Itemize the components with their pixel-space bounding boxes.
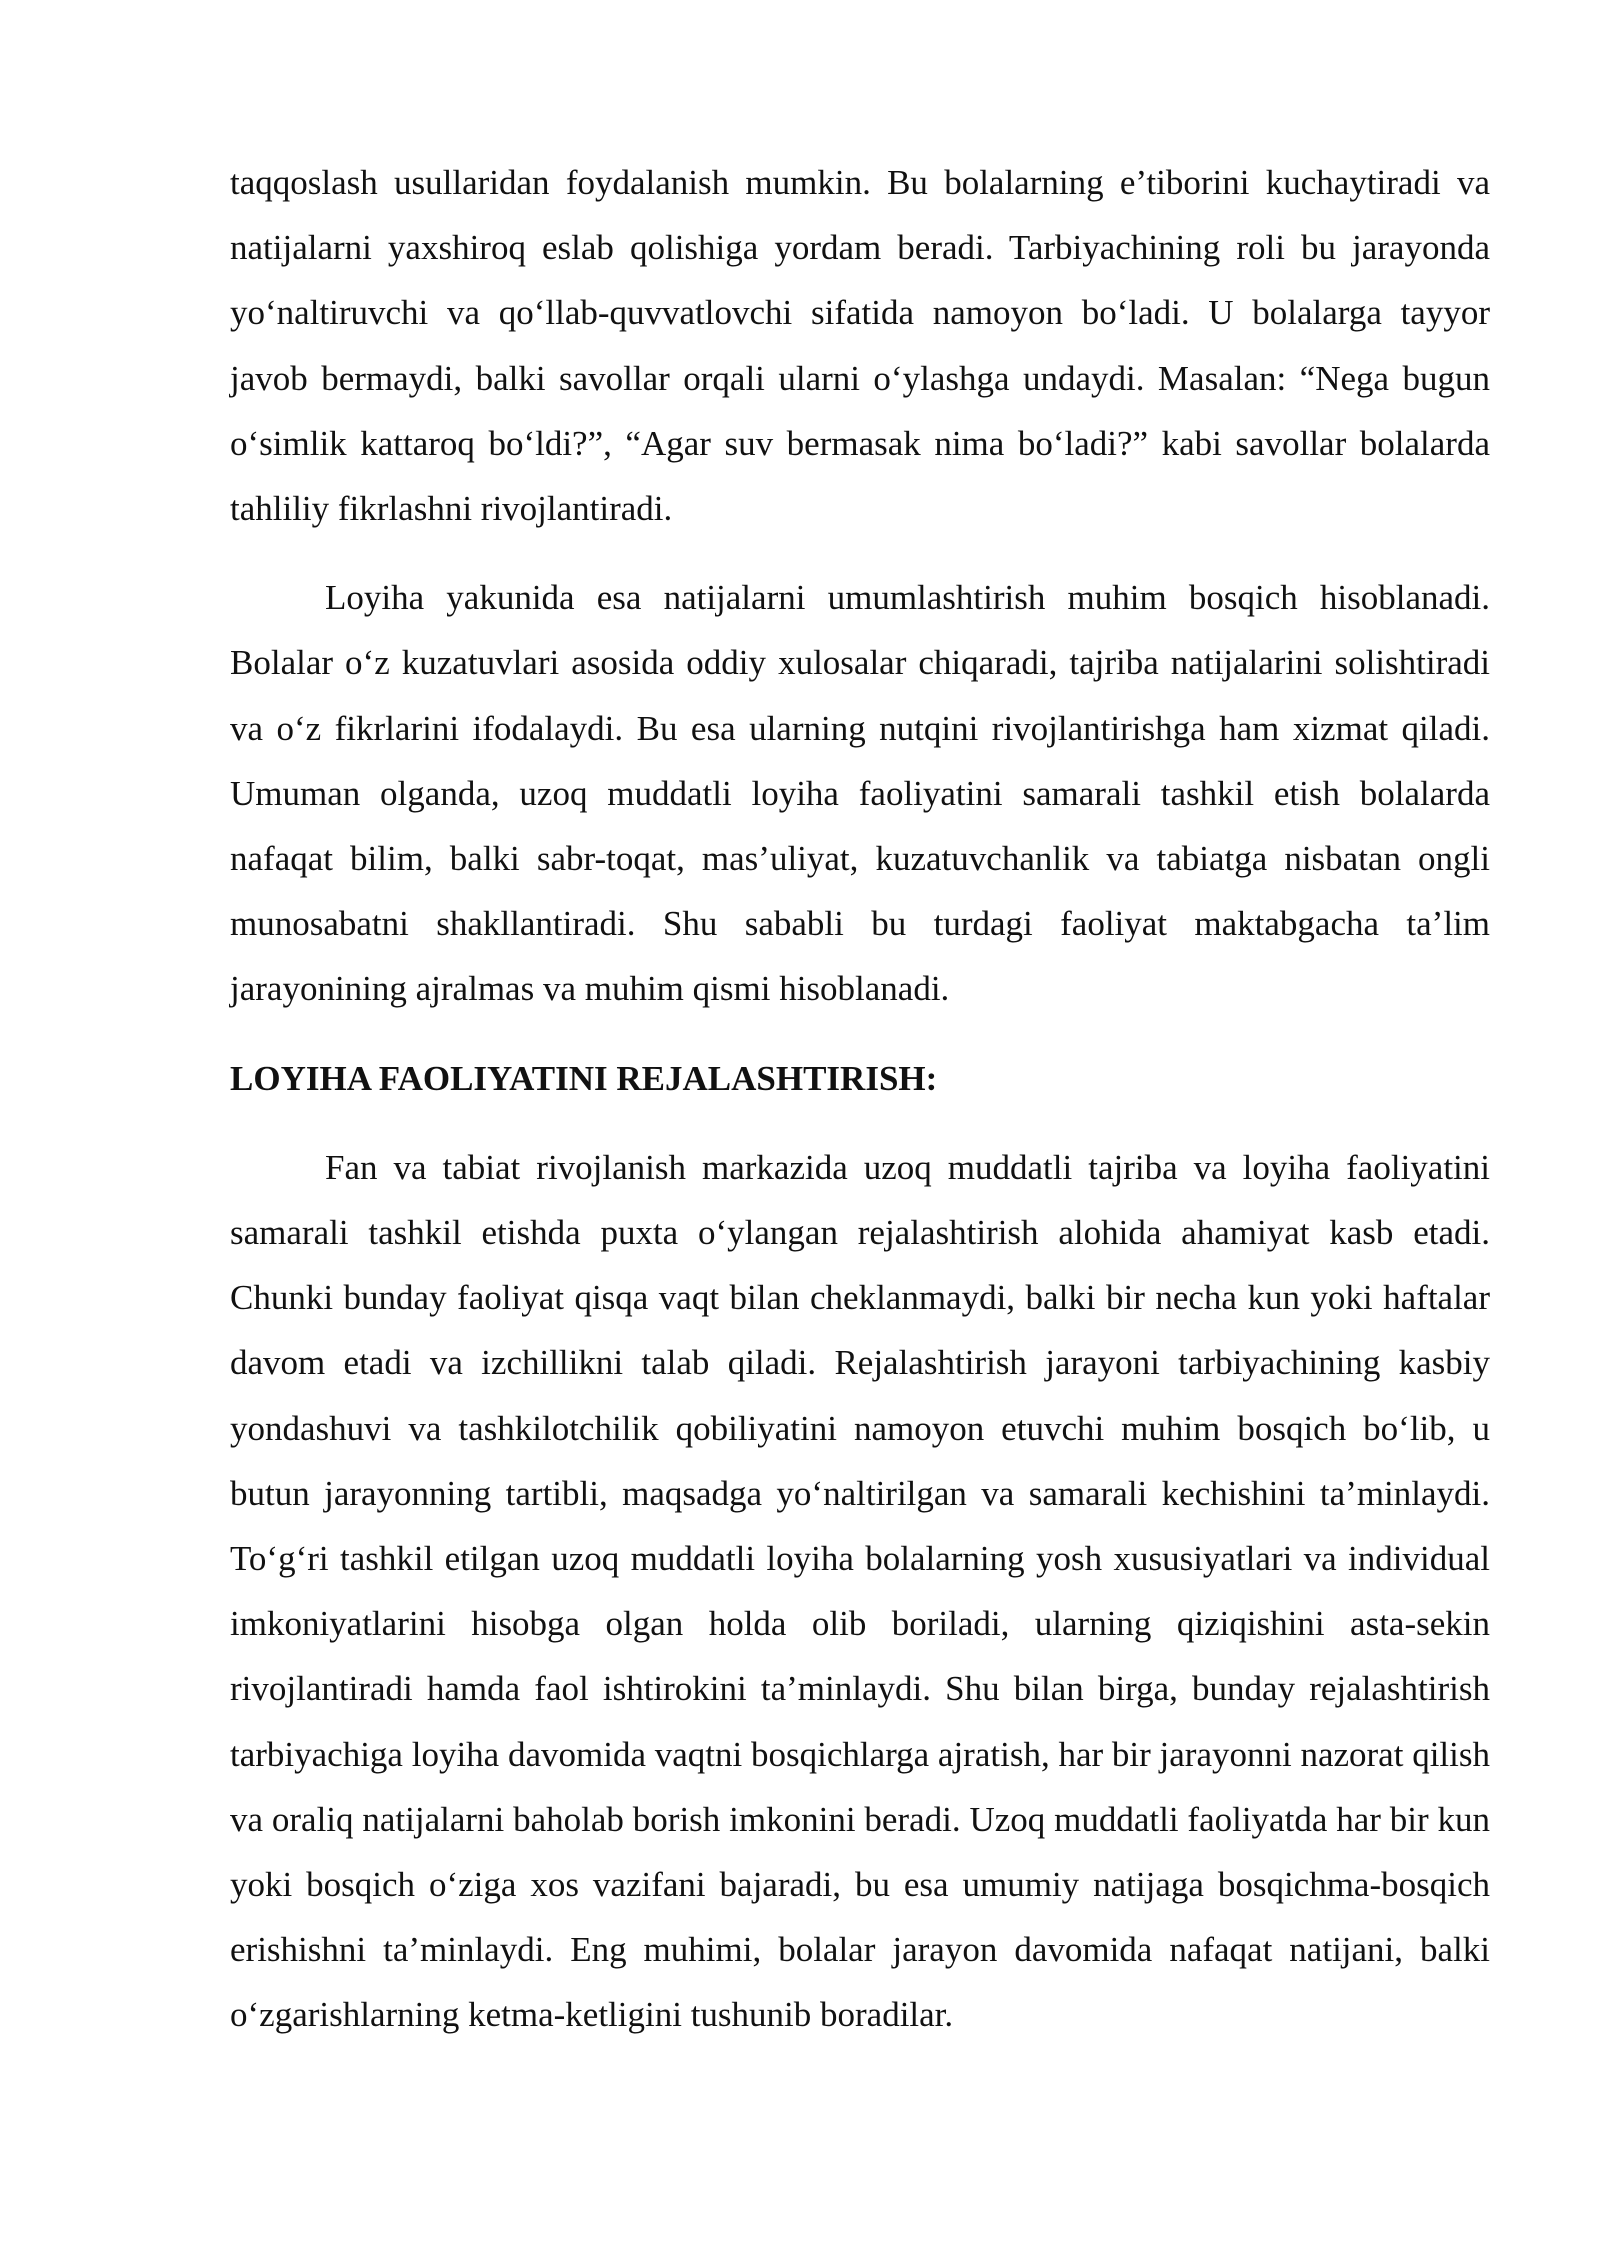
paragraph-continuation: taqqoslash usullaridan foydalanish mumkin. Bu bolalarning e’tiborini kuchaytiradi va natijalarni yaxshiroq eslab qolishiga yordam beradi. Tarbiyachining roli bu jarayonda yo‘naltiruvchi va qo‘llab-quvvatlovchi sifatida namoyon bo‘ladi. U bolalarga tayyor javob bermaydi, balki savollar orqali ularni o‘ylashga undaydi. Masalan: “Nega bugun o‘simlik kattaroq bo‘ldi?”, “Agar suv bermasak nima bo‘ladi?” kabi savollar bolalarda tahliliy fikrlashni rivojlantiradi. <box>230 163 1490 529</box>
paragraph-planning: Fan va tabiat rivojlanish markazida uzoq muddatli tajriba va loyiha faoliyatini samarali tashkil etishda puxta o‘ylangan rejalashtirish alohida ahamiyat kasb etadi. Chunki bunday faoliyat qisqa vaqt bilan cheklanmaydi, balki bir necha kun yoki haftalar davom etadi va izchillikni talab qiladi. Rejalashtirish jarayoni tarbiyachining kasbiy yondashuvi va tashkilotchilik qobiliyatini namoyon etuvchi muhim bosqich bo‘lib, u butun jarayonning tartibli, maqsadga yo‘naltirilgan va samarali kechishini ta’minlaydi. To‘g‘ri tashkil etilgan uzoq muddatli loyiha bolalarning yosh xususiyatlari va individual imkoniyatlarini hisobga olgan holda olib boriladi, ularning qiziqishini asta-sekin rivojlantiradi hamda faol ishtirokini ta’minlaydi. Shu bilan birga, bunday rejalashtirish tarbiyachiga loyiha davomida vaqtni bosqichlarga ajratish, har bir jarayonni nazorat qilish va oraliq natijalarni baholab borish imkonini beradi. Uzoq muddatli faoliyatda har bir kun yoki bosqich o‘ziga xos vazifani bajaradi, bu esa umumiy natijaga bosqichma-bosqich erishishni ta’minlaydi. Eng muhimi, bolalar jarayon davomida nafaqat natijani, balki o‘zgarishlarning ketma-ketligini tushunib boradilar. <box>230 1147 1490 2035</box>
section-heading: LOYIHA FAOLIYATINI REJALASHTIRISH: <box>230 1058 938 1098</box>
document-page <box>230 150 1490 2048</box>
paragraph-project-conclusion: Loyiha yakunida esa natijalarni umumlashtirish muhim bosqich hisoblanadi. Bolalar o‘z kuzatuvlari asosida oddiy xulosalar chiqaradi, tajriba natijalarini solishtiradi va o‘z fikrlarini ifodalaydi. Bu esa ularning nutqini rivojlantirishga ham xizmat qiladi. Umuman olganda, uzoq muddatli loyiha faoliyatini samarali tashkil etish bolalarda nafaqat bilim, balki sabr-toqat, mas’uliyat, kuzatuvchanlik va tabiatga nisbatan ongli munosabatni shakllantiradi. Shu sababli bu turdagi faoliyat maktabgacha ta’lim jarayonining ajralmas va muhim qismi hisoblanadi. <box>230 578 1490 1009</box>
